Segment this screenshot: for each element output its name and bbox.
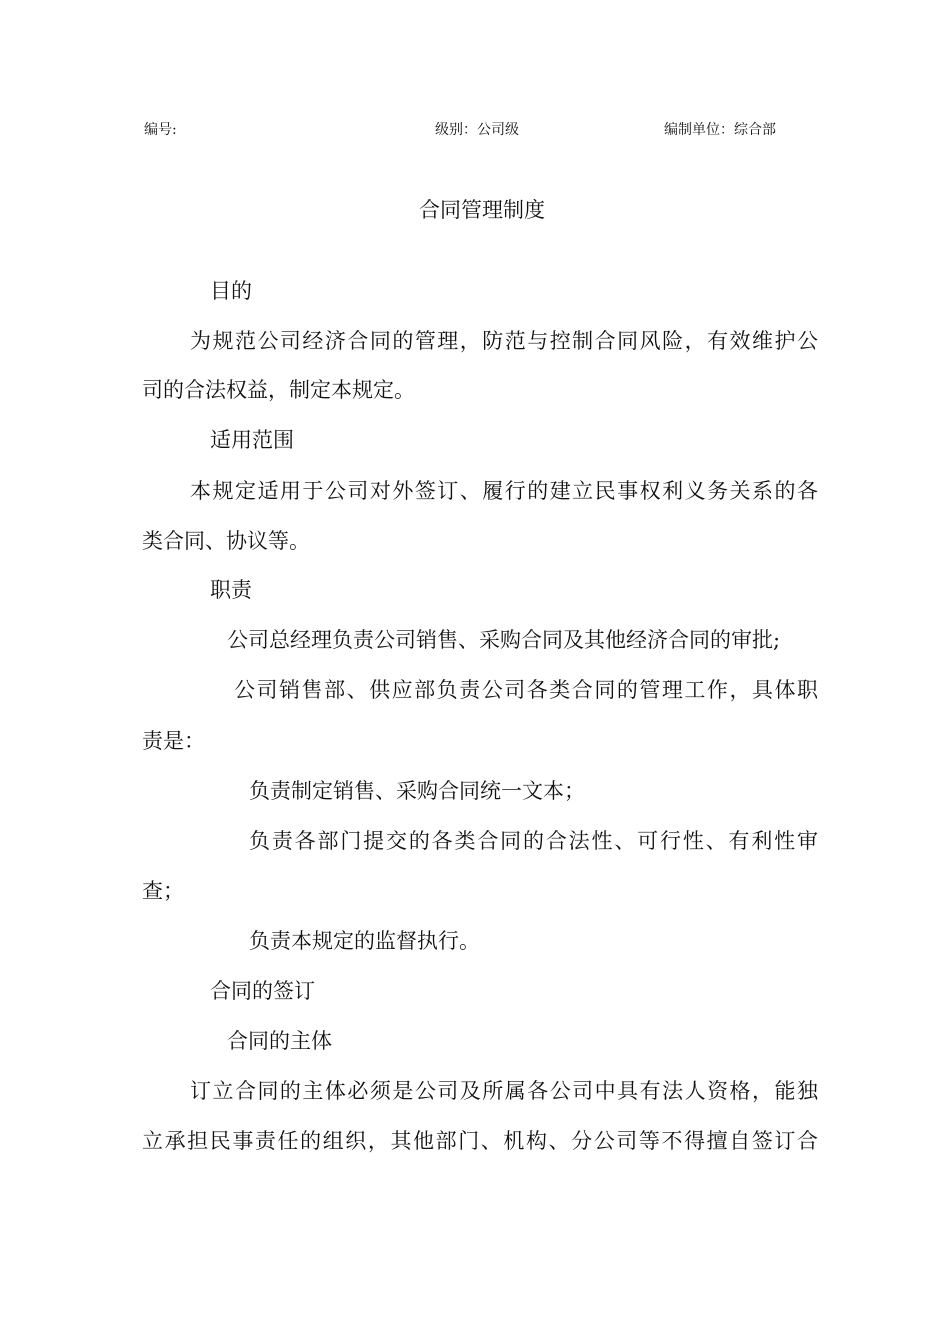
paragraph-line: 责是： [142,729,205,753]
section-heading-scope: 适用范围 [210,428,294,452]
section-heading-purpose: 目的 [210,279,252,303]
list-item: 负责本规定的监督执行。 [249,929,480,953]
paragraph-line: 类合同、协议等。 [142,529,310,553]
subsection-heading-subject: 合同的主体 [227,1029,332,1053]
section-heading-signing: 合同的签订 [210,979,315,1003]
paragraph-line: 立承担民事责任的组织，其他部门、机构、分公司等不得擅自签订合 [142,1129,818,1153]
document-unit-label: 编制单位：综合部 [664,122,776,138]
document-number-label: 编号: [144,122,177,138]
paragraph-line: 本规定适用于公司对外签订、履行的建立民事权利义务关系的各 [190,479,818,503]
paragraph-line: 公司总经理负责公司销售、采购合同及其他经济合同的审批; [227,628,781,652]
list-item: 负责制定销售、采购合同统一文本； [249,779,585,803]
paragraph-line: 订立合同的主体必须是公司及所属各公司中具有法人资格，能独 [190,1079,818,1103]
paragraph-line: 司的合法权益，制定本规定。 [142,378,415,402]
document-title: 合同管理制度 [419,198,545,222]
section-heading-responsibilities: 职责 [210,578,252,602]
paragraph-line: 公司销售部、供应部负责公司各类合同的管理工作，具体职 [234,678,818,702]
document-level-label: 级别：公司级 [435,122,519,138]
paragraph-line: 为规范公司经济合同的管理，防范与控制合同风险，有效维护公 [190,329,818,353]
list-item: 负责各部门提交的各类合同的合法性、可行性、有利性审 [249,829,818,853]
paragraph-line: 查； [142,879,184,903]
